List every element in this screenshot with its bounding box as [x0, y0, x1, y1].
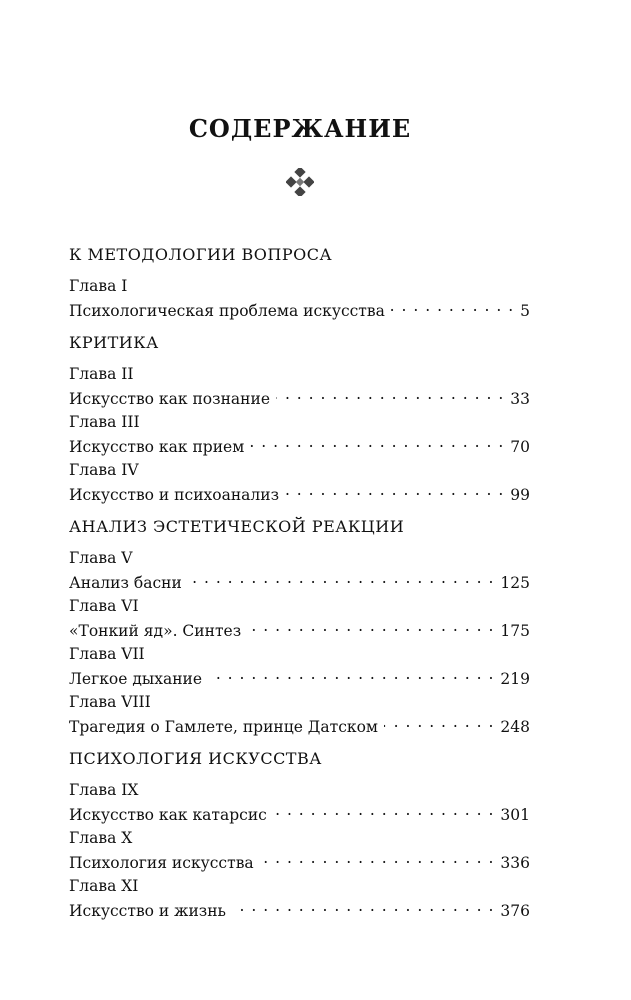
toc-entry[interactable] — [69, 548, 530, 592]
chapter-title: Искусство как катарсис — [69, 806, 267, 824]
dot-leader — [232, 896, 494, 916]
page-number: 336 — [500, 854, 530, 872]
toc-entry[interactable] — [69, 276, 530, 320]
dot-leader — [250, 432, 504, 452]
chapter-title: Психологическая проблема искусства — [69, 302, 385, 320]
chapter-title: Искусство как познание — [69, 390, 270, 408]
chapter-line — [69, 384, 530, 408]
page-number: 33 — [510, 390, 530, 408]
chapter-label: Глава I — [69, 277, 128, 295]
toc-entry[interactable] — [69, 692, 530, 736]
page-number: 376 — [500, 902, 530, 920]
page-number: 301 — [500, 806, 530, 824]
chapter-line — [69, 712, 530, 736]
table-of-contents — [69, 244, 530, 924]
page-number: 248 — [500, 718, 530, 736]
dot-leader — [384, 712, 494, 732]
chapter-label: Глава VIII — [69, 693, 151, 711]
chapter-line — [69, 480, 530, 504]
chapter-label: Глава X — [69, 829, 133, 847]
chapter-label: Глава V — [69, 549, 133, 567]
chapter-line — [69, 664, 530, 688]
page-number: 5 — [520, 302, 530, 320]
chapter-title: Искусство и психоанализ — [69, 486, 280, 504]
page-number: 99 — [510, 486, 530, 504]
diamond-ornament-icon — [286, 168, 314, 196]
toc-entry[interactable] — [69, 876, 530, 920]
toc-entry[interactable] — [69, 780, 530, 824]
section-title: АНАЛИЗ ЭСТЕТИЧЕСКОЙ РЕАКЦИИ — [69, 517, 405, 536]
chapter-title: «Тонкий яд». Синтез — [69, 622, 242, 640]
chapter-title: Легкое дыхание — [69, 670, 203, 688]
chapter-title: Искусство как прием — [69, 438, 245, 456]
chapter-line — [69, 800, 530, 824]
toc-entry[interactable] — [69, 828, 530, 872]
chapter-label: Глава IX — [69, 781, 139, 799]
toc-entry[interactable] — [69, 364, 530, 408]
chapter-label: Глава IV — [69, 461, 139, 479]
chapter-title: Трагедия о Гамлете, принце Датском — [69, 718, 378, 736]
chapter-line — [69, 568, 530, 592]
dot-leader — [208, 664, 494, 684]
chapter-title: Искусство и жизнь — [69, 902, 226, 920]
toc-entry[interactable] — [69, 460, 530, 504]
dot-leader — [391, 296, 514, 316]
toc-entry[interactable] — [69, 596, 530, 640]
toc-entry[interactable] — [69, 644, 530, 688]
section-title: К МЕТОДОЛОГИИ ВОПРОСА — [69, 245, 333, 264]
chapter-line — [69, 296, 530, 320]
page-title: СОДЕРЖАНИЕ — [188, 114, 412, 143]
dot-leader — [285, 480, 504, 500]
chapter-label: Глава VII — [69, 645, 145, 663]
chapter-label: Глава II — [69, 365, 134, 383]
chapter-line — [69, 432, 530, 456]
dot-leader — [260, 848, 495, 868]
page-number: 219 — [500, 670, 530, 688]
chapter-title: Психология искусства — [69, 854, 254, 872]
section-title: КРИТИКА — [69, 333, 159, 352]
chapter-line — [69, 848, 530, 872]
chapter-line — [69, 896, 530, 920]
dot-leader — [247, 616, 494, 636]
dot-leader — [276, 384, 504, 404]
chapter-label: Глава XI — [69, 877, 139, 895]
chapter-label: Глава III — [69, 413, 140, 431]
dot-leader — [273, 800, 495, 820]
chapter-label: Глава VI — [69, 597, 139, 615]
page-number: 70 — [510, 438, 530, 456]
toc-entry[interactable] — [69, 412, 530, 456]
chapter-line — [69, 616, 530, 640]
page-number: 125 — [500, 574, 530, 592]
page-number: 175 — [500, 622, 530, 640]
chapter-title: Анализ басни — [69, 574, 182, 592]
dot-leader — [188, 568, 495, 588]
section-title: ПСИХОЛОГИЯ ИСКУССТВА — [69, 749, 322, 768]
